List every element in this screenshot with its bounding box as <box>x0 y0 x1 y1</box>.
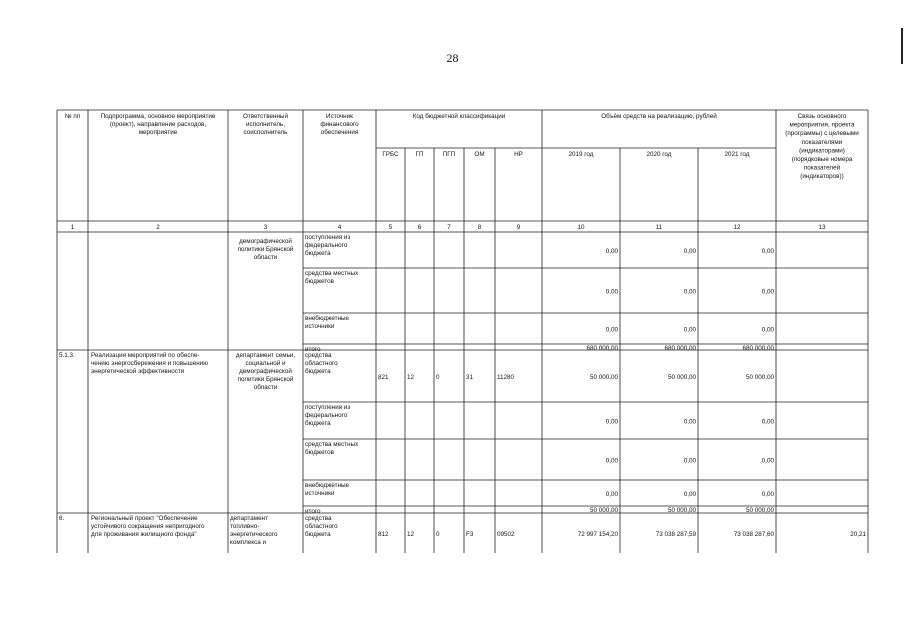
block_c-source: средства <box>305 515 332 522</box>
block_b-name: энергетической эффективности <box>91 368 185 375</box>
block_b-y2020: 0,00 <box>683 418 696 426</box>
block_b-y2021: 50 000,00 <box>745 374 774 381</box>
block_c-executor: топливно- <box>230 523 260 530</box>
block_b-y2020: 50 000,00 <box>667 507 696 514</box>
block_b-y2019: 0,00 <box>605 418 618 426</box>
block_b-y2021: 0,00 <box>761 491 774 498</box>
block_a-source: источники <box>305 323 335 330</box>
header-code-0: ГРБС <box>382 151 399 158</box>
block_b-executor: социальной и <box>245 360 286 367</box>
table-grid <box>57 110 868 553</box>
block_a-source: поступления из <box>305 234 351 241</box>
block_c-source: областного <box>305 523 338 530</box>
block_b-source: бюджета <box>305 368 331 375</box>
block_a-source: внебюджетные <box>305 315 350 322</box>
header-col13: (индикаторов)) <box>800 173 844 181</box>
header-volume: Объём средств на реализацию, рублей <box>601 113 717 120</box>
block_a-y2019: 0,00 <box>605 248 618 255</box>
column-number-12: 12 <box>733 224 741 231</box>
block_c-gp: 12 <box>407 531 415 538</box>
block_b-y2020: 0,00 <box>683 457 696 465</box>
table-cells <box>59 112 866 546</box>
block_a-y2019: 680 000,00 <box>586 345 618 352</box>
column-number-2: 2 <box>156 224 160 231</box>
column-number-5: 5 <box>388 224 393 231</box>
block_b-executor: демографической <box>239 368 292 375</box>
column-number-10: 10 <box>577 224 585 231</box>
header-col3: исполнитель, <box>246 121 285 128</box>
block_c-executor: комплекса и <box>230 539 266 546</box>
header-col13: Связь основного <box>797 113 847 120</box>
block_b-y2020: 0,00 <box>683 491 696 498</box>
header-col13: (порядковые номера <box>791 156 853 163</box>
block_b-number: 5.1.3. <box>59 352 75 359</box>
block_b-source: средства местных <box>305 441 359 448</box>
block_a-y2019: 0,00 <box>605 326 618 334</box>
block_b-name: чению энергосбережения и повышению <box>91 360 208 367</box>
block_b-gp: 12 <box>407 374 415 381</box>
header-code-3: ОМ <box>474 151 485 158</box>
header-col13: показателями <box>801 138 843 146</box>
header-col2: (проект), направление расходов, <box>109 121 207 128</box>
block_a-y2021: 0,00 <box>761 248 774 255</box>
header-budget_code: Код бюджетной классификации <box>412 113 506 120</box>
block_b-source: итого <box>305 508 321 515</box>
block_a-source: бюджетов <box>305 278 335 285</box>
block_b-grbs: 821 <box>378 374 389 381</box>
block_b-y2020: 50 000,00 <box>667 374 696 381</box>
block_a-y2020: 0,00 <box>683 248 696 255</box>
header-col4: Источник <box>326 113 353 120</box>
header-col3: соисполнитель <box>243 129 288 136</box>
column-number-8: 8 <box>477 224 482 231</box>
header-col2: мероприятие <box>138 129 178 136</box>
column-number-3: 3 <box>263 224 268 231</box>
block_a-y2020: 680 000,00 <box>664 345 696 352</box>
block_a-y2020: 0,00 <box>683 288 696 296</box>
block_b-y2019: 0,00 <box>605 457 618 465</box>
block_a-y2021: 0,00 <box>761 288 774 296</box>
block_b-source: поступления из <box>305 404 351 411</box>
block_b-y2021: 50 000,00 <box>745 507 774 514</box>
block_a-executor: политики Брянской <box>237 246 294 253</box>
block_b-executor: департамент семьи, <box>235 352 296 359</box>
block_b-y2019: 50 000,00 <box>589 374 618 381</box>
page-number: 28 <box>446 51 459 65</box>
block_c-number: 6. <box>59 515 65 522</box>
block_b-y2021: 0,00 <box>761 418 774 426</box>
block_b-source: областного <box>305 360 338 367</box>
block_b-om: 31 <box>466 374 474 381</box>
block_c-source: бюджета <box>305 531 331 538</box>
column-number-6: 6 <box>417 224 422 231</box>
header-col13: (программы) с целевыми <box>785 130 859 138</box>
header-col4: финансового <box>320 121 359 128</box>
header-col13: (индикаторами) <box>799 147 845 155</box>
block_b-source: бюджета <box>305 420 331 427</box>
header-col13: показателей <box>803 164 841 172</box>
block_c-name: для проживания жилищного фонда" <box>91 531 197 538</box>
block_c-name: Региональный проект "Обеспечение <box>91 515 198 522</box>
header-year-1: 2020 год <box>646 151 672 158</box>
block_c-nr: 09502 <box>497 531 515 538</box>
column-number-11: 11 <box>655 224 663 231</box>
header-col3: Ответственный <box>243 113 288 120</box>
block_b-source: средства <box>305 352 332 359</box>
header-col4: обеспечения <box>320 129 359 136</box>
block_b-source: внебюджетные <box>305 482 350 489</box>
block_b-source: бюджетов <box>305 449 335 456</box>
block_a-y2019: 0,00 <box>605 288 618 296</box>
block_b-pgp: 0 <box>436 374 440 381</box>
block_b-nr: 11280 <box>497 374 515 381</box>
block_a-y2021: 680 000,00 <box>742 345 774 352</box>
header-code-4: НР <box>514 151 523 158</box>
block_c-y2021: 73 038 287,60 <box>733 531 774 538</box>
header-col2: Подпрограмма, основное мероприятие <box>100 113 216 120</box>
header-code-2: ПГП <box>442 151 456 158</box>
block_c-grbs: 812 <box>378 531 389 538</box>
column-number-1: 1 <box>70 224 75 231</box>
header-col13: мероприятия, проекта <box>789 121 855 129</box>
block_b-source: федерального <box>305 412 348 419</box>
block_c-name: устойчивого сокращения непригодного <box>91 523 205 530</box>
block_a-source: федерального <box>305 242 348 249</box>
block_c-om: F3 <box>466 531 474 538</box>
column-number-13: 13 <box>818 224 826 231</box>
block_c-pgp: 0 <box>436 531 440 538</box>
block_b-y2019: 50 000,00 <box>589 507 618 514</box>
block_a-y2020: 0,00 <box>683 326 696 334</box>
block_c-y2020: 73 038 287,59 <box>655 531 696 538</box>
block_a-source: бюджета <box>305 250 331 257</box>
block_a-source: итого <box>305 346 321 353</box>
block_b-name: Реализация мероприятий по обеспе- <box>91 352 200 359</box>
block_b-executor: области <box>253 384 278 391</box>
block_b-source: источники <box>305 490 335 497</box>
block_b-y2019: 0,00 <box>605 491 618 498</box>
block_a-executor: демографической <box>239 238 292 245</box>
block_b-y2021: 0,00 <box>761 457 774 465</box>
block_b-executor: политики Брянской <box>237 376 294 383</box>
header-col1: № пп <box>64 113 81 120</box>
block_a-source: средства местных <box>305 270 359 277</box>
block_c-link: 20,21 <box>850 531 866 538</box>
column-number-7: 7 <box>447 224 451 231</box>
header-year-0: 2019 год <box>568 151 594 158</box>
block_a-y2021: 0,00 <box>761 326 774 334</box>
column-number-9: 9 <box>516 224 521 231</box>
block_a-executor: области <box>253 254 278 261</box>
block_c-y2019: 72 997 154,20 <box>577 531 618 538</box>
header-year-2: 2021 год <box>724 151 750 158</box>
header-code-1: ГП <box>415 151 424 158</box>
column-number-4: 4 <box>337 224 342 231</box>
block_c-executor: департамент <box>230 515 268 522</box>
block_c-executor: энергетического <box>230 531 278 538</box>
